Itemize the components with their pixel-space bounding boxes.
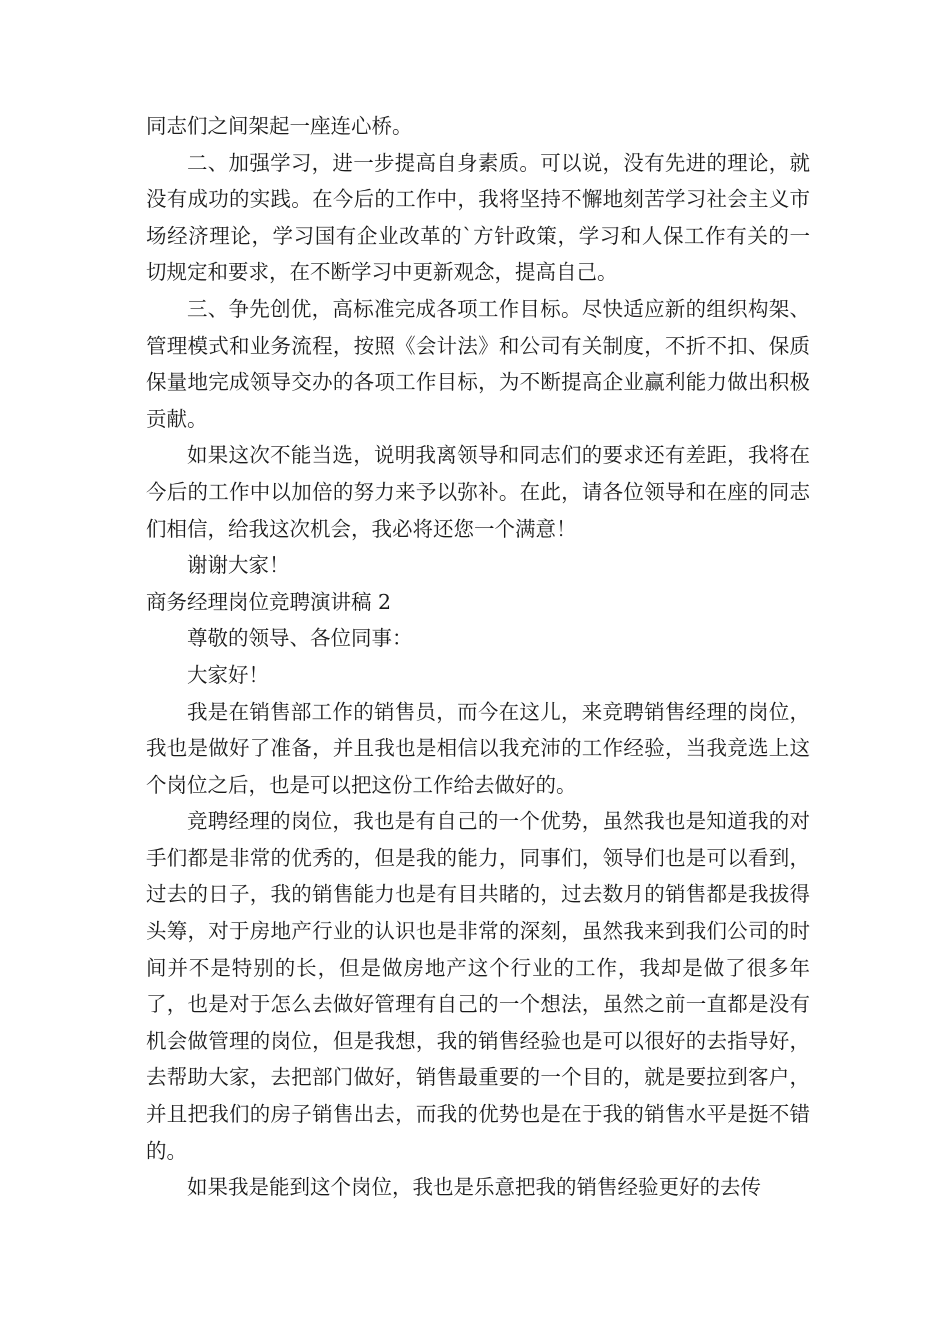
greeting: 大家好！ [187, 662, 269, 687]
paragraph-3: 三、争先创优，高标准完成各项工作目标。尽快适应新的组织构架、管理模式和业务流程，按照《会计法》和公司有关制度，不折不扣、保质保量地完成领导交办的各项工作目标，为不断提高企业赢利能力做出积极贡献。 [146, 296, 810, 431]
paragraph-10: 竞聘经理的岗位，我也是有自己的一个优势，虽然我也是知道我的对手们都是非常的优秀的，但是我的能力，同事们，领导们也是可以看到，过去的日子，我的销售能力也是有目共睹的，过去数月的销售都是我拔得头筹，对于房地产行业的认识也是非常的深刻，虽然我来到我们公司的时间并不是特别的长，但是做房地产这个行业的工作，我却是做了很多年了，也是对于怎么去做好管理有自己的一个想法，虽然之前一直都是没有机会做管理的岗位，但是我想，我的销售经验也是可以很好的去指导好，去帮助大家，去把部门做好，销售最重要的一个目的，就是要拉到客户，并且把我们的房子销售出去，而我的优势也是在于我的销售水平是挺不错的。 [146, 809, 810, 1163]
paragraph-11: 如果我是能到这个岗位，我也是乐意把我的销售经验更好的去传 [187, 1175, 761, 1200]
document-page [146, 108, 810, 1206]
salutation: 尊敬的领导、各位同事： [187, 626, 413, 651]
paragraph-5: 谢谢大家！ [187, 553, 290, 578]
paragraph-2: 二、加强学习，进一步提高自身素质。可以说，没有先进的理论，就没有成功的实践。在今后的工作中，我将坚持不懈地刻苦学习社会主义市场经济理论，学习国有企业改革的`方针政策，学习和人保工作有关的一切规定和要求，在不断学习中更新观念，提高自己。 [146, 150, 810, 285]
section-heading: 商务经理岗位竞聘演讲稿 2 [146, 589, 392, 614]
paragraph-9: 我是在销售部工作的销售员，而今在这儿，来竞聘销售经理的岗位，我也是做好了准备，并且我也是相信以我充沛的工作经验，当我竞选上这个岗位之后，也是可以把这份工作给去做好的。 [146, 699, 810, 797]
paragraph-1: 同志们之间架起一座连心桥。 [146, 114, 413, 138]
paragraph-4: 如果这次不能当选，说明我离领导和同志们的要求还有差距，我将在今后的工作中以加倍的努力来予以弥补。在此，请各位领导和在座的同志们相信，给我这次机会，我必将还您一个满意！ [146, 443, 810, 541]
